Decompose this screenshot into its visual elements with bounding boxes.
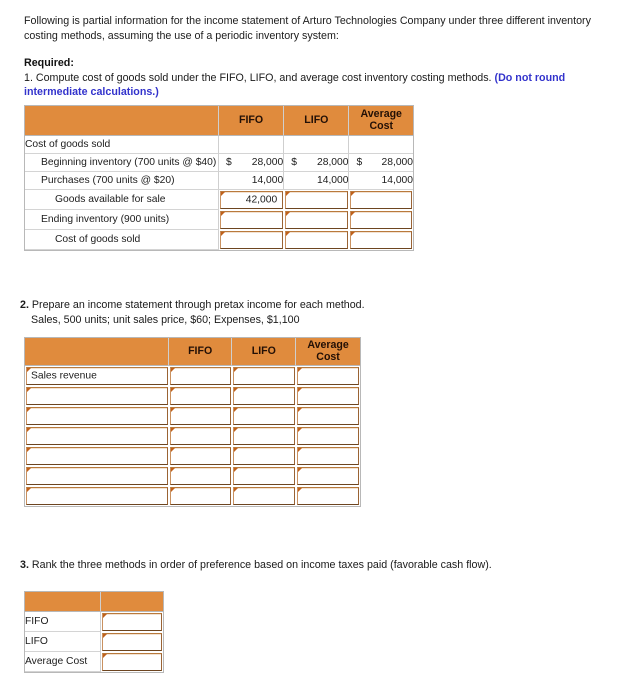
input-cell-lifo[interactable] bbox=[284, 230, 349, 250]
input-box[interactable] bbox=[170, 367, 232, 385]
input-cell-lifo[interactable] bbox=[232, 426, 296, 446]
input-cell-fifo[interactable] bbox=[169, 446, 233, 466]
input-corner-marker-icon bbox=[103, 634, 107, 638]
input-box[interactable] bbox=[170, 427, 232, 445]
question-3-number: 3. bbox=[20, 559, 29, 571]
input-corner-marker-icon bbox=[298, 448, 302, 452]
input-corner-marker-icon bbox=[221, 212, 225, 216]
table-row bbox=[25, 466, 360, 486]
question-2-block bbox=[20, 298, 520, 327]
row-label: FIFO bbox=[25, 612, 101, 632]
header-blank-left bbox=[25, 592, 101, 612]
row-lifo-value: 14,000 bbox=[284, 172, 349, 190]
input-cell-fifo[interactable] bbox=[169, 366, 233, 386]
table-row bbox=[25, 366, 360, 386]
currency-symbol: $ bbox=[225, 157, 232, 168]
required-item-1-text: 1. Compute cost of goods sold under the FIFO, LIFO, and average cost inventory costing methods. bbox=[24, 71, 492, 84]
input-corner-marker-icon bbox=[171, 488, 175, 492]
input-corner-marker-icon bbox=[234, 468, 238, 472]
table-row bbox=[25, 632, 163, 652]
input-corner-marker-icon bbox=[103, 614, 107, 618]
row-fifo-value bbox=[219, 154, 284, 172]
input-cell-lifo[interactable] bbox=[232, 446, 296, 466]
currency-symbol: $ bbox=[291, 157, 297, 168]
table-header-row bbox=[25, 592, 163, 612]
input-cell-avg[interactable] bbox=[349, 210, 413, 230]
input-box[interactable] bbox=[26, 487, 168, 505]
input-box[interactable] bbox=[285, 191, 348, 209]
input-box[interactable] bbox=[170, 487, 232, 505]
table-row bbox=[25, 172, 413, 190]
row-lifo-value bbox=[284, 136, 349, 154]
row-label: Purchases (700 units @ $20) bbox=[25, 172, 219, 190]
row-fifo-value: 14,000 bbox=[219, 172, 284, 190]
header-blank-right bbox=[101, 592, 163, 612]
input-corner-marker-icon bbox=[27, 368, 31, 372]
input-corner-marker-icon bbox=[171, 368, 175, 372]
input-cell-avg[interactable] bbox=[349, 190, 413, 210]
input-corner-marker-icon bbox=[27, 488, 31, 492]
input-corner-marker-icon bbox=[298, 488, 302, 492]
question-2-text: Prepare an income statement through pretax income for each method. bbox=[31, 299, 365, 311]
input-corner-marker-icon bbox=[27, 388, 31, 392]
header-fifo: FIFO bbox=[219, 106, 284, 136]
table-row bbox=[25, 426, 360, 446]
currency-symbol: $ bbox=[356, 157, 363, 168]
input-corner-marker-icon bbox=[298, 388, 302, 392]
input-corner-marker-icon bbox=[351, 232, 355, 236]
input-corner-marker-icon bbox=[221, 232, 225, 236]
table-row bbox=[25, 652, 163, 672]
input-cell-fifo[interactable] bbox=[219, 190, 284, 210]
input-corner-marker-icon bbox=[27, 428, 31, 432]
input-cell-rank[interactable] bbox=[101, 612, 163, 632]
intro-paragraph: Following is partial information for the income statement of Arturo Technologies Company under three different inventory costing methods, assuming the use of a periodic inventory system: bbox=[24, 15, 591, 42]
row-label: Average Cost bbox=[25, 652, 101, 672]
input-box[interactable] bbox=[285, 231, 348, 249]
input-corner-marker-icon bbox=[298, 428, 302, 432]
input-box[interactable] bbox=[297, 427, 359, 445]
input-cell-fifo[interactable] bbox=[219, 210, 284, 230]
input-cell-avg[interactable] bbox=[296, 386, 360, 406]
input-box[interactable] bbox=[297, 387, 359, 405]
input-box[interactable] bbox=[220, 211, 283, 229]
question-2-line1 bbox=[20, 298, 520, 313]
input-box[interactable] bbox=[233, 467, 295, 485]
income-statement-table bbox=[24, 337, 361, 507]
input-cell-rank[interactable] bbox=[101, 632, 163, 652]
input-cell-avg[interactable] bbox=[296, 426, 360, 446]
input-cell-avg[interactable] bbox=[296, 366, 360, 386]
input-box[interactable] bbox=[170, 387, 232, 405]
required-label: Required: bbox=[24, 57, 74, 69]
input-cell-avg[interactable] bbox=[296, 406, 360, 426]
question-2-number: 2. bbox=[20, 299, 29, 311]
input-box[interactable] bbox=[220, 231, 283, 249]
table-row bbox=[25, 486, 360, 506]
input-corner-marker-icon bbox=[171, 468, 175, 472]
input-corner-marker-icon bbox=[27, 408, 31, 412]
required-block bbox=[24, 56, 624, 100]
input-cell-fifo[interactable] bbox=[169, 466, 233, 486]
input-corner-marker-icon bbox=[298, 408, 302, 412]
input-cell-fifo[interactable] bbox=[219, 230, 284, 250]
input-corner-marker-icon bbox=[103, 654, 107, 658]
input-corner-marker-icon bbox=[234, 428, 238, 432]
table-header-row bbox=[25, 338, 360, 366]
input-cell-label[interactable] bbox=[25, 386, 169, 406]
header-lifo: LIFO bbox=[284, 106, 349, 136]
input-box[interactable] bbox=[26, 407, 168, 425]
question-3-block bbox=[20, 558, 580, 573]
input-box[interactable] bbox=[102, 653, 162, 671]
row-label: Cost of goods sold bbox=[25, 136, 219, 154]
input-box[interactable] bbox=[350, 211, 412, 229]
input-corner-marker-icon bbox=[27, 468, 31, 472]
input-corner-marker-icon bbox=[234, 368, 238, 372]
input-corner-marker-icon bbox=[171, 388, 175, 392]
header-blank bbox=[25, 338, 169, 366]
table-header-row bbox=[25, 106, 413, 136]
input-corner-marker-icon bbox=[298, 368, 302, 372]
table-row bbox=[25, 612, 163, 632]
input-cell-rank[interactable] bbox=[101, 652, 163, 672]
input-box[interactable] bbox=[233, 387, 295, 405]
input-cell-fifo[interactable] bbox=[169, 486, 233, 506]
header-average-cost bbox=[296, 338, 360, 366]
ranking-table bbox=[24, 591, 164, 673]
input-box[interactable] bbox=[170, 467, 232, 485]
input-box[interactable] bbox=[350, 191, 412, 209]
input-box[interactable] bbox=[297, 487, 359, 505]
input-corner-marker-icon bbox=[351, 192, 355, 196]
input-cell-label[interactable] bbox=[25, 366, 169, 386]
table-row bbox=[25, 230, 413, 250]
row-label: Beginning inventory (700 units @ $40) bbox=[25, 154, 219, 172]
input-cell-label[interactable] bbox=[25, 446, 169, 466]
row-avg-value: 14,000 bbox=[349, 172, 413, 190]
input-box[interactable] bbox=[233, 447, 295, 465]
row-label: Ending inventory (900 units) bbox=[25, 210, 219, 230]
row-avg-value bbox=[349, 154, 413, 172]
value-text: 28,000 bbox=[381, 157, 413, 168]
input-box[interactable] bbox=[170, 447, 232, 465]
input-box[interactable] bbox=[297, 407, 359, 425]
table-row bbox=[25, 154, 413, 172]
header-lifo: LIFO bbox=[232, 338, 296, 366]
value-text: 28,000 bbox=[251, 157, 284, 168]
input-value: Sales revenue bbox=[31, 370, 97, 382]
input-box[interactable] bbox=[233, 427, 295, 445]
header-blank bbox=[25, 106, 219, 136]
required-item-1-note: (Do not round intermediate calculations.) bbox=[24, 71, 566, 98]
row-fifo-value bbox=[219, 136, 284, 154]
cogs-table bbox=[24, 105, 414, 251]
input-corner-marker-icon bbox=[171, 408, 175, 412]
input-cell-fifo[interactable] bbox=[169, 406, 233, 426]
row-avg-value bbox=[349, 136, 413, 154]
input-cell-lifo[interactable] bbox=[232, 386, 296, 406]
input-cell-label[interactable] bbox=[25, 426, 169, 446]
table-row bbox=[25, 190, 413, 210]
row-label: Goods available for sale bbox=[25, 190, 219, 210]
input-box[interactable] bbox=[233, 367, 295, 385]
input-cell-lifo[interactable] bbox=[232, 406, 296, 426]
input-cell-label[interactable] bbox=[25, 406, 169, 426]
header-average-cost-line1: Average bbox=[307, 339, 349, 351]
header-average-cost-line1: Average bbox=[360, 108, 402, 120]
question-3-text: Rank the three methods in order of preference based on income taxes paid (favorable cash flow). bbox=[31, 559, 492, 571]
input-corner-marker-icon bbox=[351, 212, 355, 216]
input-box[interactable] bbox=[26, 447, 168, 465]
header-average-cost-line2: Cost bbox=[369, 119, 394, 132]
input-corner-marker-icon bbox=[171, 428, 175, 432]
input-box[interactable] bbox=[350, 231, 412, 249]
input-cell-fifo[interactable] bbox=[169, 426, 233, 446]
input-corner-marker-icon bbox=[27, 448, 31, 452]
input-corner-marker-icon bbox=[298, 468, 302, 472]
input-box[interactable] bbox=[102, 613, 162, 631]
input-box[interactable] bbox=[233, 407, 295, 425]
row-label: LIFO bbox=[25, 632, 101, 652]
question-2-line2: Sales, 500 units; unit sales price, $60; Expenses, $1,100 bbox=[31, 313, 300, 326]
input-cell-avg[interactable] bbox=[349, 230, 413, 250]
input-box[interactable] bbox=[26, 387, 168, 405]
input-corner-marker-icon bbox=[234, 488, 238, 492]
required-item-1 bbox=[24, 71, 624, 100]
input-box[interactable] bbox=[285, 211, 348, 229]
header-fifo: FIFO bbox=[169, 338, 233, 366]
table-row bbox=[25, 210, 413, 230]
input-cell-lifo[interactable] bbox=[284, 190, 349, 210]
row-lifo-value bbox=[284, 154, 349, 172]
input-corner-marker-icon bbox=[286, 212, 290, 216]
input-value: 42,000 bbox=[245, 194, 278, 206]
table-row bbox=[25, 406, 360, 426]
input-corner-marker-icon bbox=[221, 192, 225, 196]
input-corner-marker-icon bbox=[286, 192, 290, 196]
table-row bbox=[25, 136, 413, 154]
input-box[interactable] bbox=[297, 367, 359, 385]
input-box[interactable] bbox=[297, 447, 359, 465]
input-corner-marker-icon bbox=[286, 232, 290, 236]
input-cell-avg[interactable] bbox=[296, 466, 360, 486]
input-corner-marker-icon bbox=[234, 448, 238, 452]
header-average-cost-line2: Cost bbox=[316, 350, 340, 363]
input-cell-avg[interactable] bbox=[296, 446, 360, 466]
input-corner-marker-icon bbox=[234, 408, 238, 412]
input-box[interactable] bbox=[26, 467, 168, 485]
input-box[interactable] bbox=[297, 467, 359, 485]
header-average-cost bbox=[349, 106, 413, 136]
value-text: 28,000 bbox=[316, 157, 349, 168]
row-label: Cost of goods sold bbox=[25, 230, 219, 250]
input-cell-lifo[interactable] bbox=[284, 210, 349, 230]
table-row bbox=[25, 446, 360, 466]
input-cell-lifo[interactable] bbox=[232, 366, 296, 386]
input-corner-marker-icon bbox=[171, 448, 175, 452]
input-cell-label[interactable] bbox=[25, 486, 169, 506]
input-box[interactable] bbox=[233, 487, 295, 505]
input-cell-fifo[interactable] bbox=[169, 386, 233, 406]
input-cell-lifo[interactable] bbox=[232, 466, 296, 486]
input-cell-avg[interactable] bbox=[296, 486, 360, 506]
input-corner-marker-icon bbox=[234, 388, 238, 392]
input-cell-label[interactable] bbox=[25, 466, 169, 486]
table-row bbox=[25, 386, 360, 406]
input-box[interactable] bbox=[102, 633, 162, 651]
input-box[interactable] bbox=[26, 427, 168, 445]
input-box[interactable] bbox=[170, 407, 232, 425]
input-cell-lifo[interactable] bbox=[232, 486, 296, 506]
